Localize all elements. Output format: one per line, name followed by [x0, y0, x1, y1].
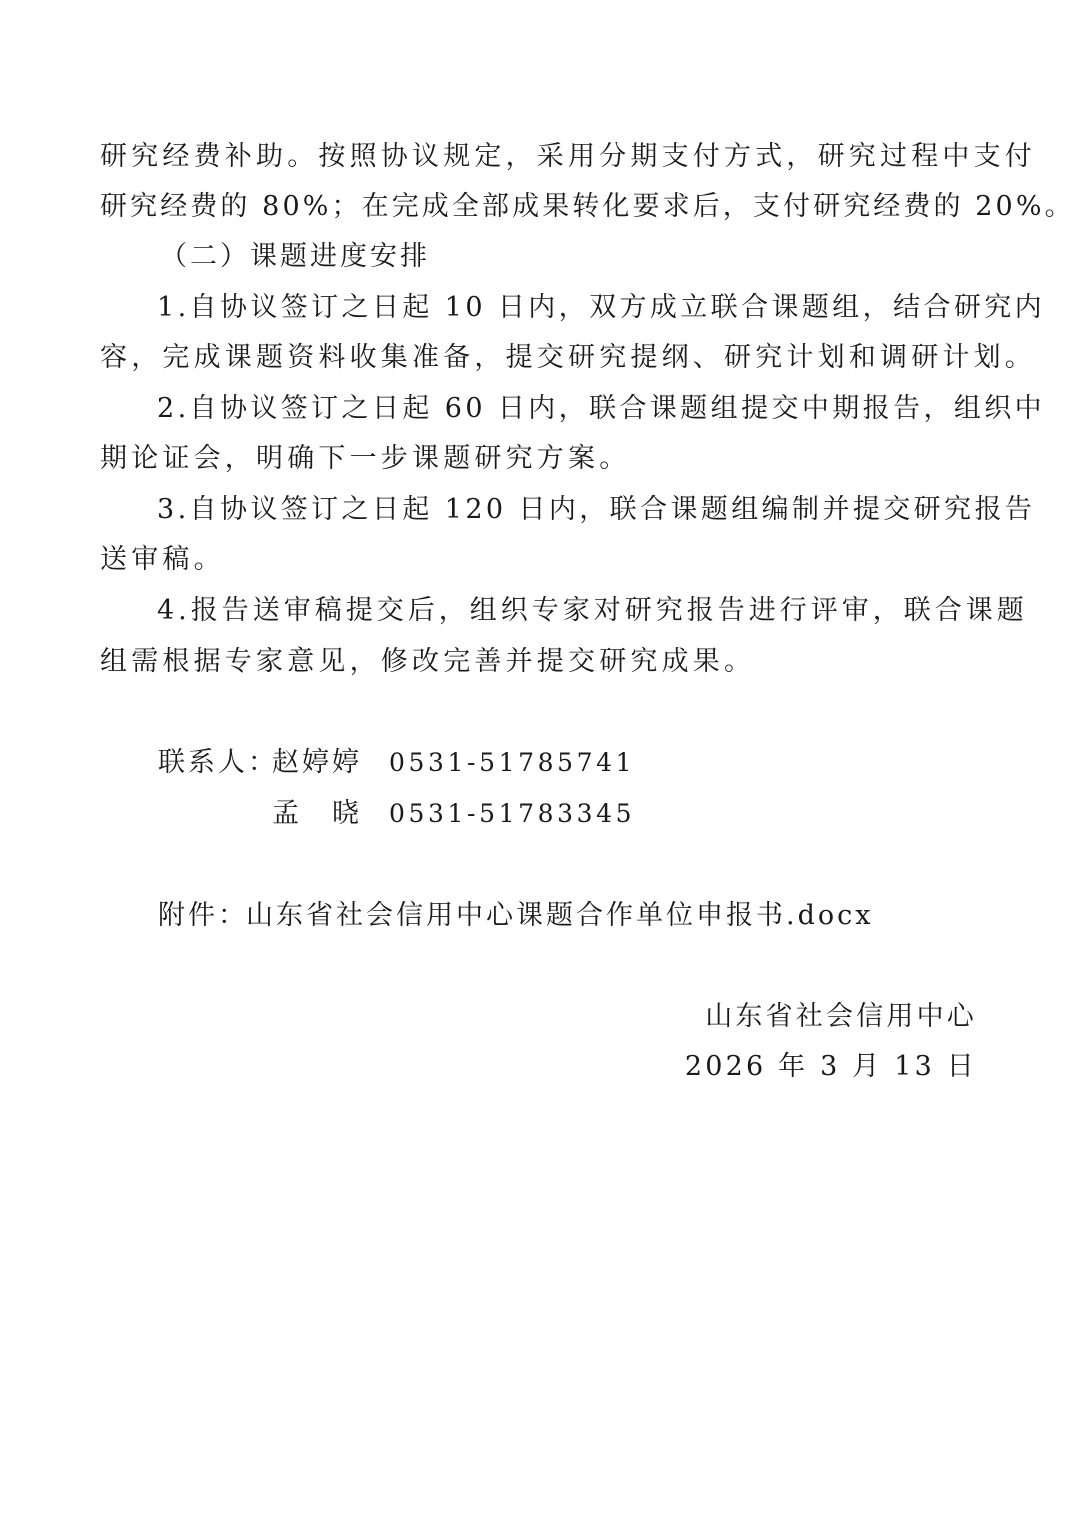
item-4-line-2: 组需根据专家意见，修改完善并提交研究成果。 — [100, 646, 756, 677]
item-2-line-1: 2.自协议签订之日起 60 日内，联合课题组提交中期报告，组织中 — [157, 393, 1046, 424]
signature-organization: 山东省社会信用中心 — [705, 1001, 977, 1032]
paragraph-funding-line-1: 研究经费补助。按照协议规定，采用分期支付方式，研究过程中支付 — [100, 141, 1036, 172]
attachment-label: 附件： — [158, 900, 248, 931]
attachment-file-link[interactable]: 山东省社会信用中心课题合作单位申报书.docx — [246, 900, 874, 931]
contact-name-2: 孟 晓 — [272, 798, 362, 829]
section-heading: （二）课题进度安排 — [160, 241, 430, 272]
item-2-line-2: 期论证会，明确下一步课题研究方案。 — [100, 443, 631, 474]
contact-phone-2: 0531-51783345 — [389, 799, 636, 828]
item-4-line-1: 4.报告送审稿提交后，组织专家对研究报告进行评审，联合课题 — [157, 595, 1028, 626]
item-3-line-2: 送审稿。 — [100, 544, 225, 575]
item-1-line-2: 容，完成课题资料收集准备，提交研究提纲、研究计划和调研计划。 — [100, 342, 1036, 373]
item-1-line-1: 1.自协议签订之日起 10 日内，双方成立联合课题组，结合研究内 — [157, 292, 1046, 323]
contact-name-1: 赵婷婷 — [272, 747, 362, 778]
contact-label: 联系人： — [158, 747, 278, 778]
item-3-line-1: 3.自协议签订之日起 120 日内，联合课题组编制并提交研究报告 — [157, 494, 1036, 525]
paragraph-funding-line-2: 研究经费的 80%；在完成全部成果转化要求后，支付研究经费的 20%。 — [100, 191, 1075, 222]
contact-phone-1: 0531-51785741 — [389, 748, 636, 777]
signature-date: 2026 年 3 月 13 日 — [684, 1051, 977, 1082]
